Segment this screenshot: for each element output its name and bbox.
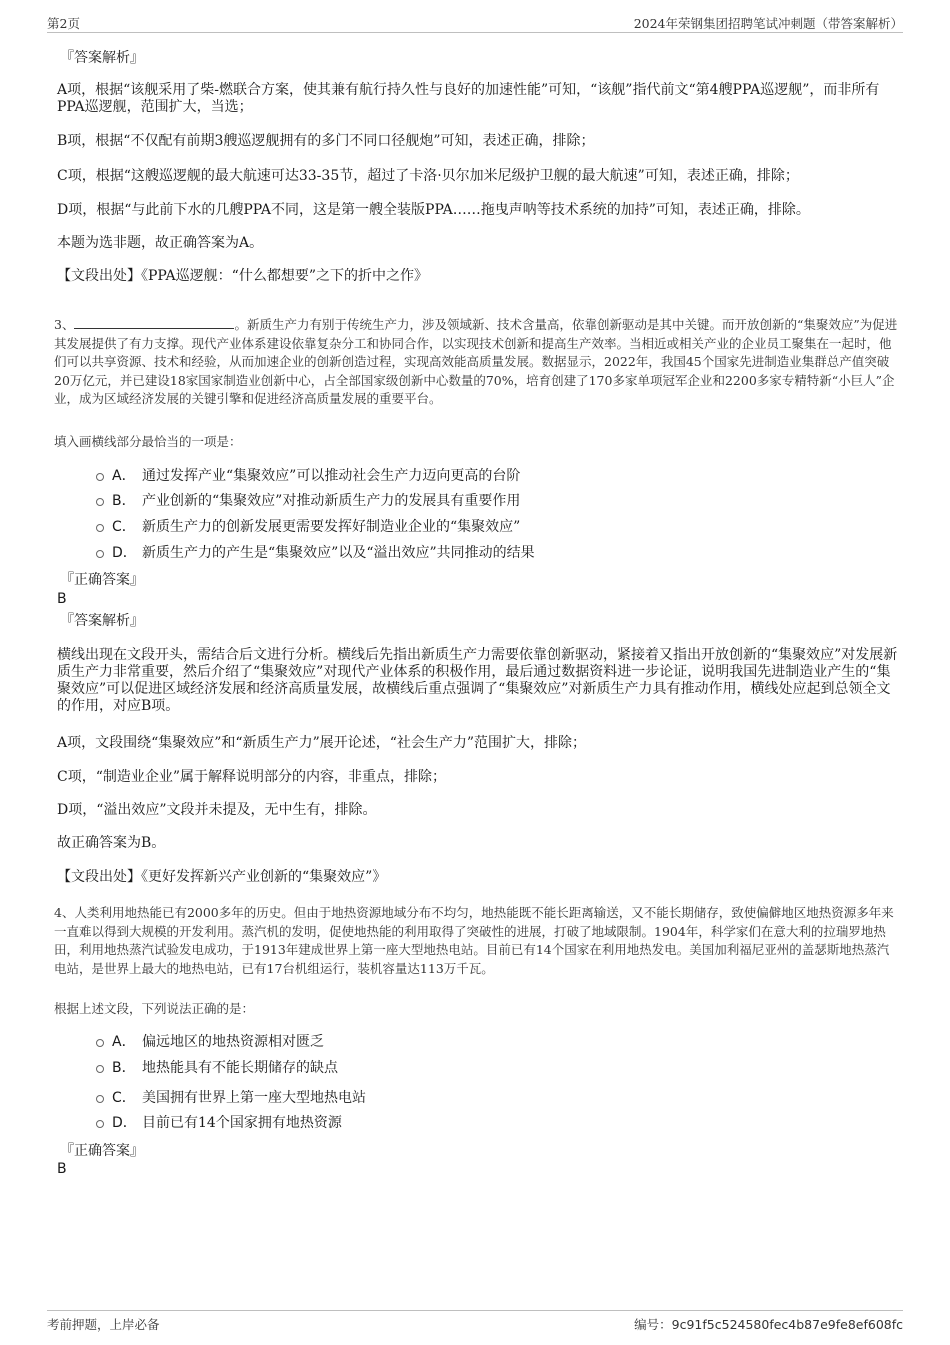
option-letter: B． [112,1060,136,1076]
q3-analysis-label: 『答案解析』 [60,613,144,629]
q3-option-a[interactable] [96,468,520,485]
q2-source: 【文段出处】《PPA巡逻舰：“什么都想要”之下的折中之作》 [57,268,428,284]
q2-analysis-b: B项，根据“不仅配有前期3艘巡逻舰拥有的多门不同口径舰炮”可知，表述正确，排除； [57,133,595,149]
radio-icon[interactable] [96,524,104,532]
q2-analysis-d: D项，根据“与此前下水的几艘PPA不同，这是第一艘全装版PPA……拖曳声呐等技术系统的加持”可知，表述正确，排除。 [57,202,810,218]
q3-analysis-main: 横线出现在文段开头，需结合后文进行分析。横线后先指出新质生产力需要依靠创新驱动，紧接着又指出开放创新的“集聚效应”对发展新质生产力非常重要，然后介绍了“集聚效应”对现代产业体系的积极作用，最后通过数据资料进一步论证，说明我国先进制造业产生的“集聚效应”可以促进区域经济发展和经济高质量发展，故横线后重点强调了“集聚效应”对新质生产力具有推动作用，横线处应起到总领全文的作用，对应B项。 [57,647,898,714]
q4-option-b[interactable] [96,1060,338,1077]
option-text: 美国拥有世界上第一座大型地热电站 [142,1090,366,1106]
radio-icon[interactable] [96,473,104,481]
q3-source: 【文段出处】《更好发挥新兴产业创新的“集聚效应”》 [57,869,387,885]
document-title: 2024年荣钢集团招聘笔试冲刺题（带答案解析） [633,16,903,31]
option-text: 新质生产力的创新发展更需要发挥好制造业企业的“集聚效应” [142,519,521,535]
q4-option-a[interactable] [96,1034,324,1051]
q3-analysis-a: A项，文段围绕“集聚效应”和“新质生产力”展开论述，“社会生产力”范围扩大，排除； [57,735,587,751]
option-letter: A． [112,1034,136,1050]
q3-stem [54,316,898,409]
q4-option-c[interactable] [96,1090,366,1107]
q3-option-b[interactable] [96,493,520,510]
q4-correct-answer: B [57,1161,67,1177]
q3-answer-label: 『正确答案』 [60,572,144,588]
q2-conclusion: 本题为选非题，故正确答案为A。 [57,235,264,251]
q3-conclusion: 故正确答案为B。 [57,835,166,851]
page-footer [47,1310,903,1332]
option-text: 新质生产力的产生是“集聚效应”以及“溢出效应”共同推动的结果 [142,545,535,561]
footer-code-label: 编号： [634,1317,672,1332]
radio-icon[interactable] [96,1039,104,1047]
page-header [47,12,903,33]
option-text: 产业创新的“集聚效应”对推动新质生产力的发展具有重要作用 [142,493,521,509]
q4-prompt: 根据上述文段，下列说法正确的是： [54,1001,255,1016]
radio-icon[interactable] [96,1065,104,1073]
option-letter: C． [112,519,136,535]
option-letter: D． [112,545,137,561]
q3-analysis-d: D项，“溢出效应”文段并未提及，无中生有，排除。 [57,802,377,818]
q2-analysis-a: A项，根据“该舰采用了柴-燃联合方案，使其兼有航行持久性与良好的加速性能”可知，“该舰”指代前文“第4艘PPA巡逻舰”，而非所有PPA巡逻舰，范围扩大，当选； [57,82,880,115]
q4-answer-label: 『正确答案』 [60,1143,144,1159]
footer-code [634,1315,903,1333]
option-text: 偏远地区的地热资源相对匮乏 [142,1034,324,1050]
footer-code-value: 9c91f5c524580fec4b87e9fe8ef608fc [671,1317,903,1332]
radio-icon[interactable] [96,550,104,558]
q2-analysis-label: 『答案解析』 [60,50,144,66]
option-letter: A． [112,468,136,484]
q3-option-c[interactable] [96,519,520,536]
q3-correct-answer: B [57,591,67,607]
q4-option-d[interactable] [96,1115,342,1132]
option-letter: B． [112,493,136,509]
q3-option-d[interactable] [96,545,535,562]
page-number: 第2页 [47,16,80,31]
q3-text: 。新质生产力有别于传统生产力，涉及领域新、技术含量高，依靠创新驱动是其中关键。而开放创新的“集聚效应”为促进其发展提供了有力支撑。现代产业体系建设依靠复杂分工和协同合作，以实现技术创新和提高生产效率。当相近或相关产业的企业员工聚集在一起时，他们可以共享资源、技术和经验，从而加速企业的创新创造过程，实现高效能高质量发展。数据显示，2022年，我国45个国家先进制造业集群总产值突破20万亿元，并已建设18家国家制造业创新中心，占全部国家级创新中心数量的70%，培育创建了170多家单项冠军企业和2200多家专精特新“小巨人”企业，成为区域经济发展的关键引擎和促进经济高质量发展的重要平台。 [54,317,898,406]
q3-prompt: 填入画横线部分最恰当的一项是： [54,434,242,449]
q3-blank-line [74,316,234,329]
option-letter: C． [112,1090,136,1106]
q4-stem: 4、人类利用地热能已有2000多年的历史。但由于地热资源地域分布不均匀，地热能既不能长距离输送，又不能长期储存，致使偏僻地区地热资源多年来一直难以得到大规模的开发利用。蒸汽机的发明，促使地热能的利用取得了突破性的进展，打破了地域限制。1904年，科学家们在意大利的拉瑞罗地热田，利用地热蒸汽试验发电成功，于1913年建成世界上第一座大型地热电站。目前已有14个国家在利用地热发电。美国加利福尼亚州的盖瑟斯地热蒸汽电站，是世界上最大的地热电站，已有17台机组运行，装机容量达113万千瓦。 [54,905,894,976]
radio-icon[interactable] [96,1095,104,1103]
q3-number: 3、 [54,317,75,332]
footer-slogan: 考前押题，上岸必备 [47,1317,160,1332]
radio-icon[interactable] [96,1120,104,1128]
option-text: 通过发挥产业“集聚效应”可以推动社会生产力迈向更高的台阶 [142,468,521,484]
option-text: 目前已有14个国家拥有地热资源 [142,1115,342,1131]
q2-analysis-c: C项，根据“这艘巡逻舰的最大航速可达33-35节，超过了卡洛·贝尔加米尼级护卫舰的最大航速”可知，表述正确，排除； [57,168,799,184]
radio-icon[interactable] [96,498,104,506]
q3-analysis-c: C项，“制造业企业”属于解释说明部分的内容，非重点，排除； [57,769,447,785]
option-letter: D． [112,1115,137,1131]
option-text: 地热能具有不能长期储存的缺点 [142,1060,338,1076]
